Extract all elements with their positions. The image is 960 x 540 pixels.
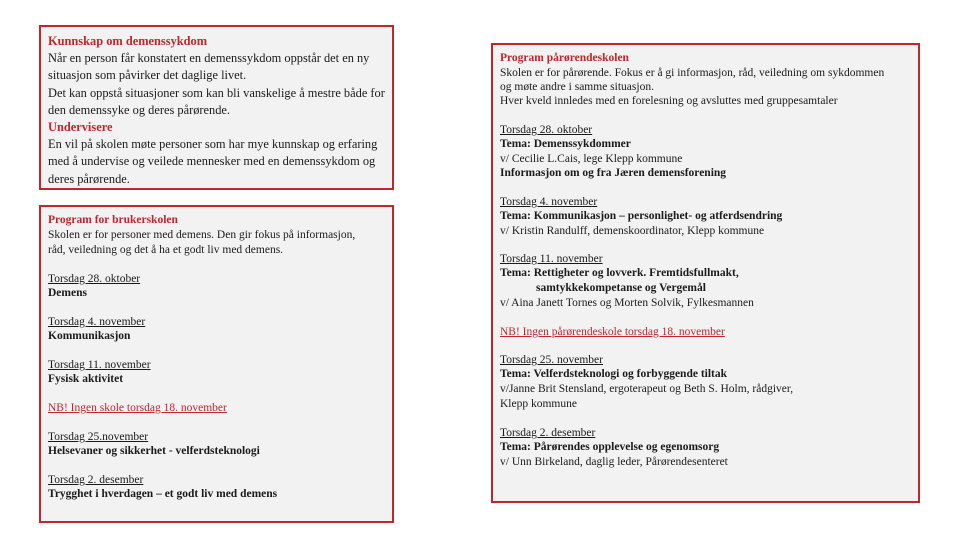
session-speaker: v/Janne Brit Stensland, ergoterapeut og Beth S. Holm, rådgiver, — [500, 383, 794, 395]
parorendeskolen-notice: NB! Ingen pårørendeskole torsdag 18. november — [500, 326, 725, 338]
session-date: Torsdag 2. desember — [48, 474, 144, 486]
brukerskolen-desc: Skolen er for personer med demens. Den gir fokus på informasjon, — [48, 229, 356, 241]
session-topic: Kommunikasjon — [48, 330, 131, 342]
intro-line: situasjon som påvirker det daglige livet. — [48, 68, 247, 83]
brukerskolen-notice: NB! Ingen skole torsdag 18. november — [48, 402, 227, 414]
parorendeskolen-panel — [491, 43, 920, 503]
session-date: Torsdag 28. oktober — [500, 124, 593, 136]
intro-line: den demenssyke og deres pårørende. — [48, 102, 231, 117]
intro-heading: Kunnskap om demenssykdom — [48, 34, 208, 48]
session-topic: Trygghet i hverdagen – et godt liv med demens — [48, 488, 278, 500]
session-topic: Helsevaner og sikkerhet - velferdsteknologi — [48, 445, 260, 457]
session-speaker: v/ Unn Birkeland, daglig leder, Pårørendesenteret — [500, 456, 728, 468]
session-topic: Tema: Pårørendes opplevelse og egenomsorg — [500, 441, 720, 453]
brukerskolen-heading: Program for brukerskolen — [48, 214, 178, 226]
session-topic: Demens — [48, 287, 87, 299]
session-date: Torsdag 4. november — [500, 196, 598, 208]
session-date: Torsdag 25. november — [500, 354, 603, 366]
session-topic: Tema: Rettigheter og lovverk. Fremtidsfullmakt, — [500, 267, 739, 279]
session-date: Torsdag 11. november — [48, 359, 151, 371]
session-topic: Tema: Kommunikasjon – personlighet- og atferdsendring — [500, 210, 783, 222]
session-date: Torsdag 4. november — [48, 316, 146, 328]
parorendeskolen-desc: Hver kveld innledes med en forelesning og avsluttes med gruppesamtaler — [500, 95, 838, 107]
session-date: Torsdag 11. november — [500, 253, 603, 265]
session-topic: Tema: Demenssykdommer — [500, 138, 631, 150]
session-date: Torsdag 25.november — [48, 431, 149, 443]
session-speaker: v/ Cecilie L.Cais, lege Klepp kommune — [500, 153, 683, 165]
session-topic: Fysisk aktivitet — [48, 373, 124, 385]
intro-panel — [39, 25, 394, 190]
undervisere-line: En vil på skolen møte personer som har mye kunnskap og erfaring — [48, 137, 378, 152]
session-extra: Informasjon om og fra Jæren demensforening — [500, 167, 727, 179]
session-speaker: v/ Kristin Randulff, demenskoordinator, Klepp kommune — [500, 225, 765, 237]
parorendeskolen-desc: og møte andre i samme situasjon. — [500, 81, 654, 93]
session-date: Torsdag 28. oktober — [48, 273, 141, 285]
brukerskolen-desc: råd, veiledning og det å ha et godt liv med demens. — [48, 244, 284, 256]
brukerskolen-panel — [39, 205, 394, 523]
session-topic: Tema: Velferdsteknologi og forbyggende tiltak — [500, 368, 728, 380]
undervisere-line: med å undervise og veilede mennesker med en demenssykdom og — [48, 154, 376, 169]
session-date: Torsdag 2. desember — [500, 427, 596, 439]
intro-line: Det kan oppstå situasjoner som kan bli vanskelige å mestre både for — [48, 85, 385, 100]
session-topic: samtykkekompetanse og Vergemål — [536, 282, 706, 294]
intro-line: Når en person får konstatert en demenssykdom oppstår det en ny — [48, 51, 370, 66]
parorendeskolen-desc: Skolen er for pårørende. Fokus er å gi informasjon, råd, veiledning om sykdommen — [500, 67, 885, 79]
undervisere-heading: Undervisere — [48, 120, 113, 135]
parorendeskolen-heading: Program pårørendeskolen — [500, 52, 629, 64]
undervisere-line: deres pårørende. — [48, 171, 130, 186]
session-speaker: v/ Aina Janett Tornes og Morten Solvik, Fylkesmannen — [500, 297, 754, 309]
session-speaker: Klepp kommune — [500, 398, 577, 410]
